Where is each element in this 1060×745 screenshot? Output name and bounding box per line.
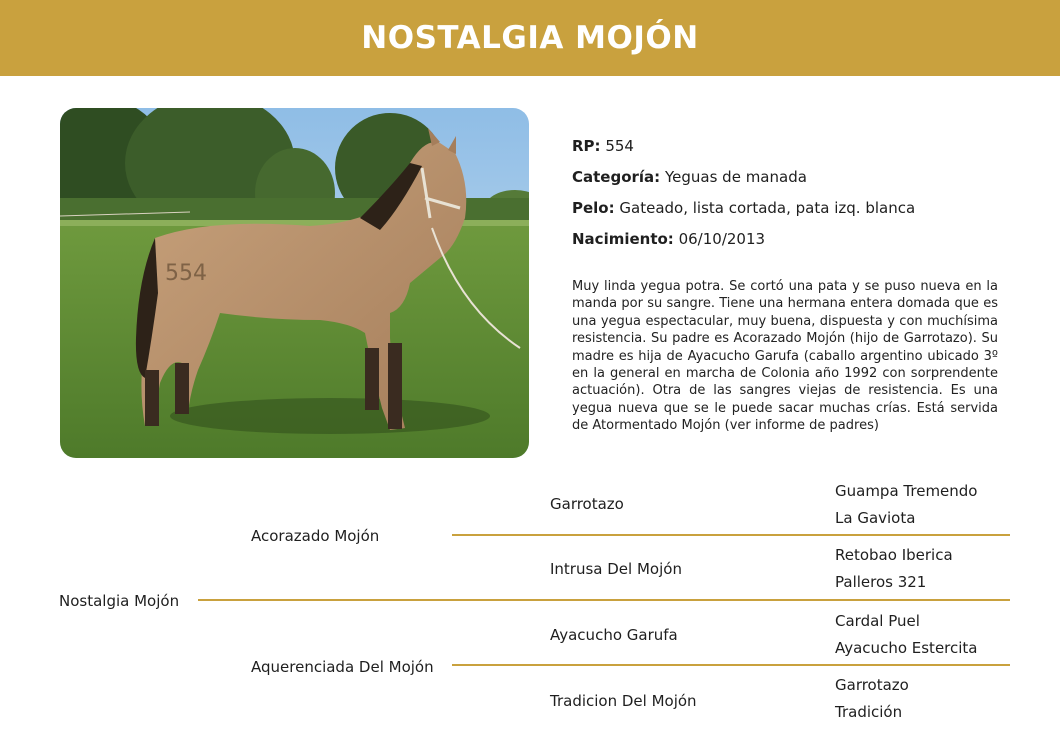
categoria-row xyxy=(572,164,998,195)
horse-details xyxy=(572,133,998,257)
page-header xyxy=(0,0,1060,76)
pedigree-sire: Acorazado Mojón xyxy=(251,527,380,545)
rp-value: 554 xyxy=(605,137,634,155)
horse-photo-icon xyxy=(60,108,529,458)
rp-row xyxy=(572,133,998,164)
pedigree-g3-5: Cardal Puel xyxy=(835,612,920,630)
pedigree-sire-dam: Intrusa Del Mojón xyxy=(550,560,682,578)
pedigree-dam: Aquerenciada Del Mojón xyxy=(251,658,434,676)
rp-label: RP: xyxy=(572,137,601,155)
categoria-label: Categoría: xyxy=(572,168,661,186)
horse-description: Muy linda yegua potra. Se cortó una pata y se puso nueva en la manda por su sangre. Tiene una hermana entera domada que es una yegua espectacular, muy buena, dispuesta y con muchísima resistencia. Su padre es Acorazado Mojón (hijo de Garrotazo). Su madre es hija de Ayacucho Garufa (caballo argentino ubicado 3º en la general en marcha de Colonia año 1992 con sorprendente actuación). Otra de las sangres viejas de resistencia. Es una yegua nueva que se le puede sacar muchas crías. Está servida de Atormentado Mojón (ver informe de padres) xyxy=(572,279,998,434)
pelo-label: Pelo: xyxy=(572,199,615,217)
nacimiento-row xyxy=(572,226,998,257)
pedigree-line-dam xyxy=(452,664,1010,666)
horse-photo xyxy=(60,108,529,458)
pedigree-g3-8: Tradición xyxy=(835,703,903,721)
pedigree-g3-3: Retobao Iberica xyxy=(835,546,953,564)
pedigree-g3-1: Guampa Tremendo xyxy=(835,482,978,500)
nacimiento-label: Nacimiento: xyxy=(572,230,674,248)
pedigree-subject: Nostalgia Mojón xyxy=(59,592,180,610)
pelo-row xyxy=(572,195,998,226)
pelo-value: Gateado, lista cortada, pata izq. blanca xyxy=(619,199,916,217)
page-title: NOSTALGIA MOJÓN xyxy=(361,20,699,56)
pedigree-sire-sire: Garrotazo xyxy=(550,495,624,513)
nacimiento-value: 06/10/2013 xyxy=(678,230,766,248)
pedigree-dam-dam: Tradicion Del Mojón xyxy=(550,692,697,710)
pedigree-line-sire xyxy=(452,534,1010,536)
brand-number: 554 xyxy=(165,261,207,286)
pedigree-line-main xyxy=(198,599,1010,601)
pedigree-g3-2: La Gaviota xyxy=(835,509,916,527)
pedigree-g3-6: Ayacucho Estercita xyxy=(835,639,978,657)
pedigree-g3-4: Palleros 321 xyxy=(835,573,927,591)
pedigree-g3-7: Garrotazo xyxy=(835,676,909,694)
categoria-value: Yeguas de manada xyxy=(664,168,807,186)
pedigree-dam-sire: Ayacucho Garufa xyxy=(550,626,678,644)
